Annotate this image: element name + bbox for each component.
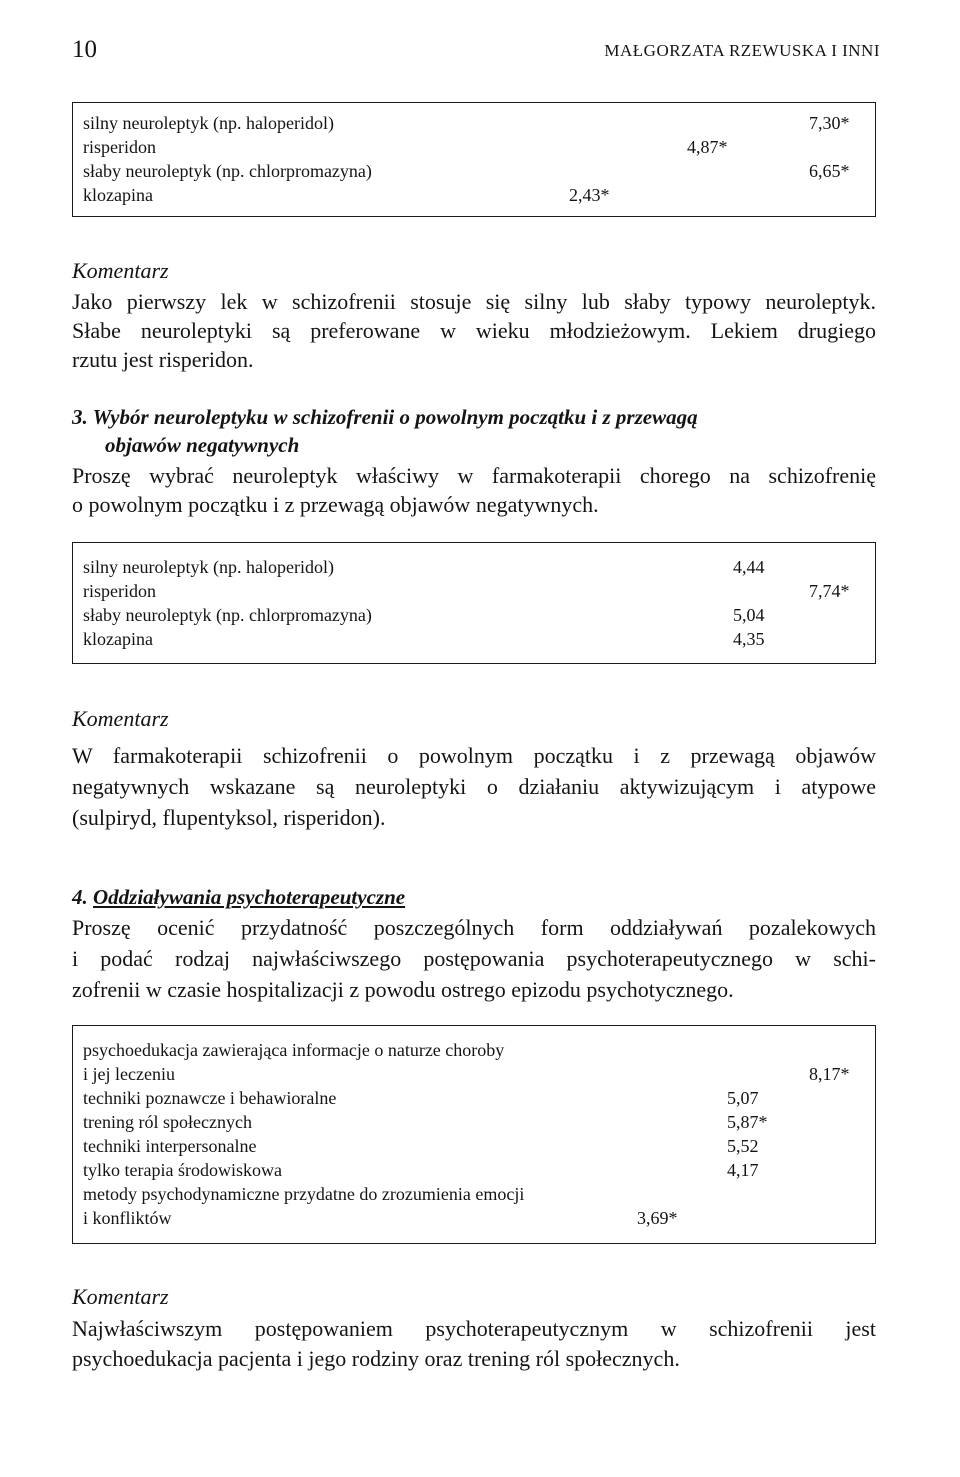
table-row (73, 1136, 875, 1160)
table-row (73, 113, 875, 137)
row-value: 4,35 (733, 629, 765, 649)
section-title (72, 883, 405, 911)
text-line: W farmakoterapii schizofrenii o powolnym początku i z przewagą objawów (72, 743, 876, 768)
row-label: tylko terapia środowiskowa (83, 1160, 282, 1180)
text-line: Proszę wybrać neuroleptyk właściwy w farmakoterapii chorego na schizofrenię (72, 463, 876, 488)
row-label: silny neuroleptyk (np. haloperidol) (83, 557, 334, 577)
table-row (73, 1064, 875, 1088)
row-value: 5,52 (727, 1136, 759, 1156)
title-line (72, 403, 698, 431)
text-line: (sulpiryd, flupentyksol, risperidon). (72, 805, 386, 830)
row-label: psychoedukacja zawierająca informacje o naturze choroby (83, 1040, 505, 1060)
rating-table-3 (72, 1025, 876, 1244)
rating-table-1 (72, 102, 876, 217)
table-row (73, 557, 875, 581)
row-value: 4,17 (727, 1160, 759, 1180)
row-label: techniki interpersonalne (83, 1136, 257, 1156)
row-label: silny neuroleptyk (np. haloperidol) (83, 113, 334, 133)
comment-heading: Komentarz (72, 706, 169, 731)
table-row (73, 581, 875, 605)
row-value: 7,74* (809, 581, 850, 601)
section-title-text: Wybór neuroleptyku w schizofrenii o powolnym początku i z przewagą (92, 405, 698, 429)
table-row (73, 605, 875, 629)
text-line: o powolnym początku i z przewagą objawów negatywnych. (72, 492, 599, 517)
row-label: słaby neuroleptyk (np. chlorpromazyna) (83, 605, 372, 625)
text-line: psychoedukacja pacjenta i jego rodziny oraz trening ról społecznych. (72, 1346, 680, 1371)
text-line: zofrenii w czasie hospitalizacji z powodu ostrego epizodu psychotycznego. (72, 977, 734, 1002)
comment-heading: Komentarz (72, 1284, 169, 1309)
comment-text (72, 1314, 876, 1374)
title-line: objawów negatywnych (105, 433, 300, 457)
row-value: 5,87* (727, 1112, 768, 1132)
text-line: Proszę ocenić przydatność poszczególnych form oddziaływań pozalekowych (72, 915, 876, 940)
row-label: i konfliktów (83, 1208, 172, 1228)
row-value: 5,04 (733, 605, 765, 625)
row-label: i jej leczeniu (83, 1064, 175, 1084)
text-line: i podać rodzaj najwłaściwszego postępowania psychoterapeutycznego w schi- (72, 946, 876, 971)
row-value: 4,87* (687, 137, 728, 157)
row-value: 6,65* (809, 161, 850, 181)
row-label: trening ról społecznych (83, 1112, 252, 1132)
row-value: 8,17* (809, 1064, 850, 1084)
table-row (73, 1040, 875, 1064)
running-header-authors: MAŁGORZATA RZEWUSKA I INNI (604, 41, 880, 60)
text-line: Słabe neuroleptyki są preferowane w wieku młodzieżowym. Lekiem drugiego (72, 318, 876, 343)
text-line: negatywnych wskazane są neuroleptyki o działaniu aktywizującym i atypowe (72, 774, 876, 799)
row-value: 4,44 (733, 557, 765, 577)
table-row (73, 1208, 875, 1232)
comment-text (72, 287, 876, 374)
row-label: techniki poznawcze i behawioralne (83, 1088, 337, 1108)
table-row (73, 1112, 875, 1136)
table-row (73, 1088, 875, 1112)
page-number: 10 (72, 36, 97, 63)
row-label: klozapina (83, 185, 153, 205)
text-line: Jako pierwszy lek w schizofrenii stosuje się silny lub słaby typowy neuroleptyk. (72, 289, 876, 314)
row-value: 2,43* (569, 185, 610, 205)
question-text (72, 461, 876, 519)
row-label: słaby neuroleptyk (np. chlorpromazyna) (83, 161, 372, 181)
comment-text (72, 740, 876, 833)
rating-table-2 (72, 542, 876, 664)
row-label: klozapina (83, 629, 153, 649)
title-line (72, 883, 405, 911)
row-label: risperidon (83, 581, 156, 601)
section-number: 4. (72, 885, 88, 909)
row-label: risperidon (83, 137, 156, 157)
section-title (72, 403, 698, 459)
table-row (73, 629, 875, 653)
row-value: 5,07 (727, 1088, 759, 1108)
text-line: Najwłaściwszym postępowaniem psychoterapeutycznym w schizofrenii jest (72, 1316, 876, 1341)
table-row (73, 137, 875, 161)
row-value: 3,69* (637, 1208, 678, 1228)
table-row (73, 1160, 875, 1184)
question-text (72, 912, 876, 1005)
table-row (73, 161, 875, 185)
table-row (73, 185, 875, 209)
row-label: metody psychodynamiczne przydatne do zrozumienia emocji (83, 1184, 525, 1204)
table-row (73, 1184, 875, 1208)
comment-heading: Komentarz (72, 258, 169, 283)
row-value: 7,30* (809, 113, 850, 133)
section-number: 3. (72, 405, 88, 429)
section-title-text: Oddziaływania psychoterapeutyczne (93, 885, 406, 909)
text-line: rzutu jest risperidon. (72, 347, 254, 372)
